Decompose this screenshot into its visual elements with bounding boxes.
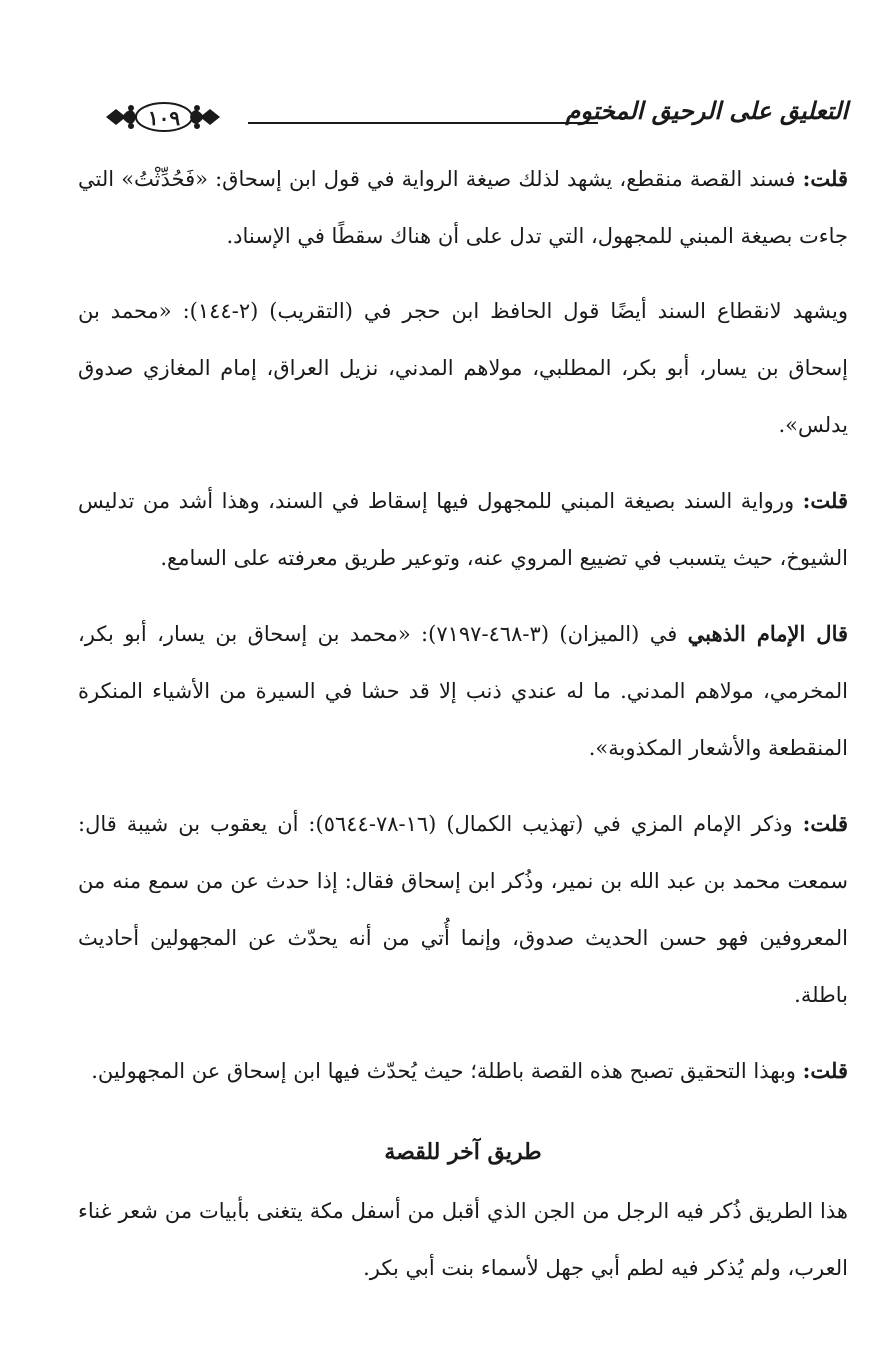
section-heading: طريق آخر للقصة bbox=[384, 1139, 542, 1165]
page-header bbox=[78, 92, 848, 140]
running-title: التعليق على الرحيق المختوم bbox=[565, 96, 848, 125]
paragraph-lead: قال الإمام الذهبي bbox=[687, 621, 849, 646]
paragraph-text: ورواية السند بصيغة المبني للمجهول فيها إسقاط في السند، وهذا أشد من تدليس الشيوخ، حيث يتسبب في تضييع المروي عنه، وتوعير طريق معرفته على السامع. bbox=[78, 489, 848, 570]
section-paragraph: هذا الطريق ذُكر فيه الرجل من الجن الذي أقبل من أسفل مكة يتغنى بأبيات من شعر غناء العرب، ولم يُذكر فيه لطم أبي جهل لأسماء بنت أبي بكر. bbox=[78, 1199, 848, 1280]
page-number: ١٠٩ bbox=[147, 106, 181, 130]
paragraph-2 bbox=[78, 283, 848, 454]
paragraph-6 bbox=[78, 1042, 848, 1100]
paragraph-text: ويشهد لانقطاع السند أيضًا قول الحافظ ابن حجر في (التقريب) (٢-١٤٤): «محمد بن إسحاق بن يسار، أبو بكر، المطلبي، مولاهم المدني، نزيل العراق، إمام المغازي صدوق يدلس». bbox=[78, 299, 848, 437]
paragraph-text: في (الميزان) (٣-٤٦٨-٧١٩٧): «محمد بن إسحاق بن يسار، أبو بكر، المخرمي، مولاهم المدني. ما له عندي ذنب إلا قد حشا في السيرة من الأشياء المنكرة المنقطعة والأشعار المكذوبة». bbox=[78, 622, 848, 760]
paragraph-text: فسند القصة منقطع، يشهد لذلك صيغة الرواية في قول ابن إسحاق: «فَحُدِّثْتُ» التي جاءت بصيغة المبني للمجهول، التي تدل على أن هناك سقطًا في الإسناد. bbox=[78, 167, 848, 248]
paragraph-lead: قلت: bbox=[802, 488, 848, 513]
paragraph-lead: قلت: bbox=[802, 1058, 848, 1083]
paragraph-1 bbox=[78, 150, 848, 265]
page-body bbox=[78, 150, 848, 1297]
paragraph-text: وذكر الإمام المزي في (تهذيب الكمال) (١٦-٧٨-٥٦٤٤): أن يعقوب بن شيبة قال: سمعت محمد بن عبد الله بن نمير، وذُكر ابن إسحاق فقال: إذا حدث عن من سمع منه من المعروفين فهو حسن الحديث صدوق، وإنما أُتي من أنه يحدّث عن المجهولين أحاديث باطلة. bbox=[78, 812, 848, 1007]
paragraph-4 bbox=[78, 605, 848, 777]
header-rule bbox=[248, 122, 598, 124]
paragraph-lead: قلت: bbox=[802, 166, 848, 191]
page-number-ornament bbox=[98, 100, 228, 134]
paragraph-text: وبهذا التحقيق تصبح هذه القصة باطلة؛ حيث يُحدّث فيها ابن إسحاق عن المجهولين. bbox=[91, 1059, 803, 1083]
paragraph-3 bbox=[78, 472, 848, 587]
paragraph-5 bbox=[78, 795, 848, 1024]
paragraph-lead: قلت: bbox=[802, 811, 849, 836]
